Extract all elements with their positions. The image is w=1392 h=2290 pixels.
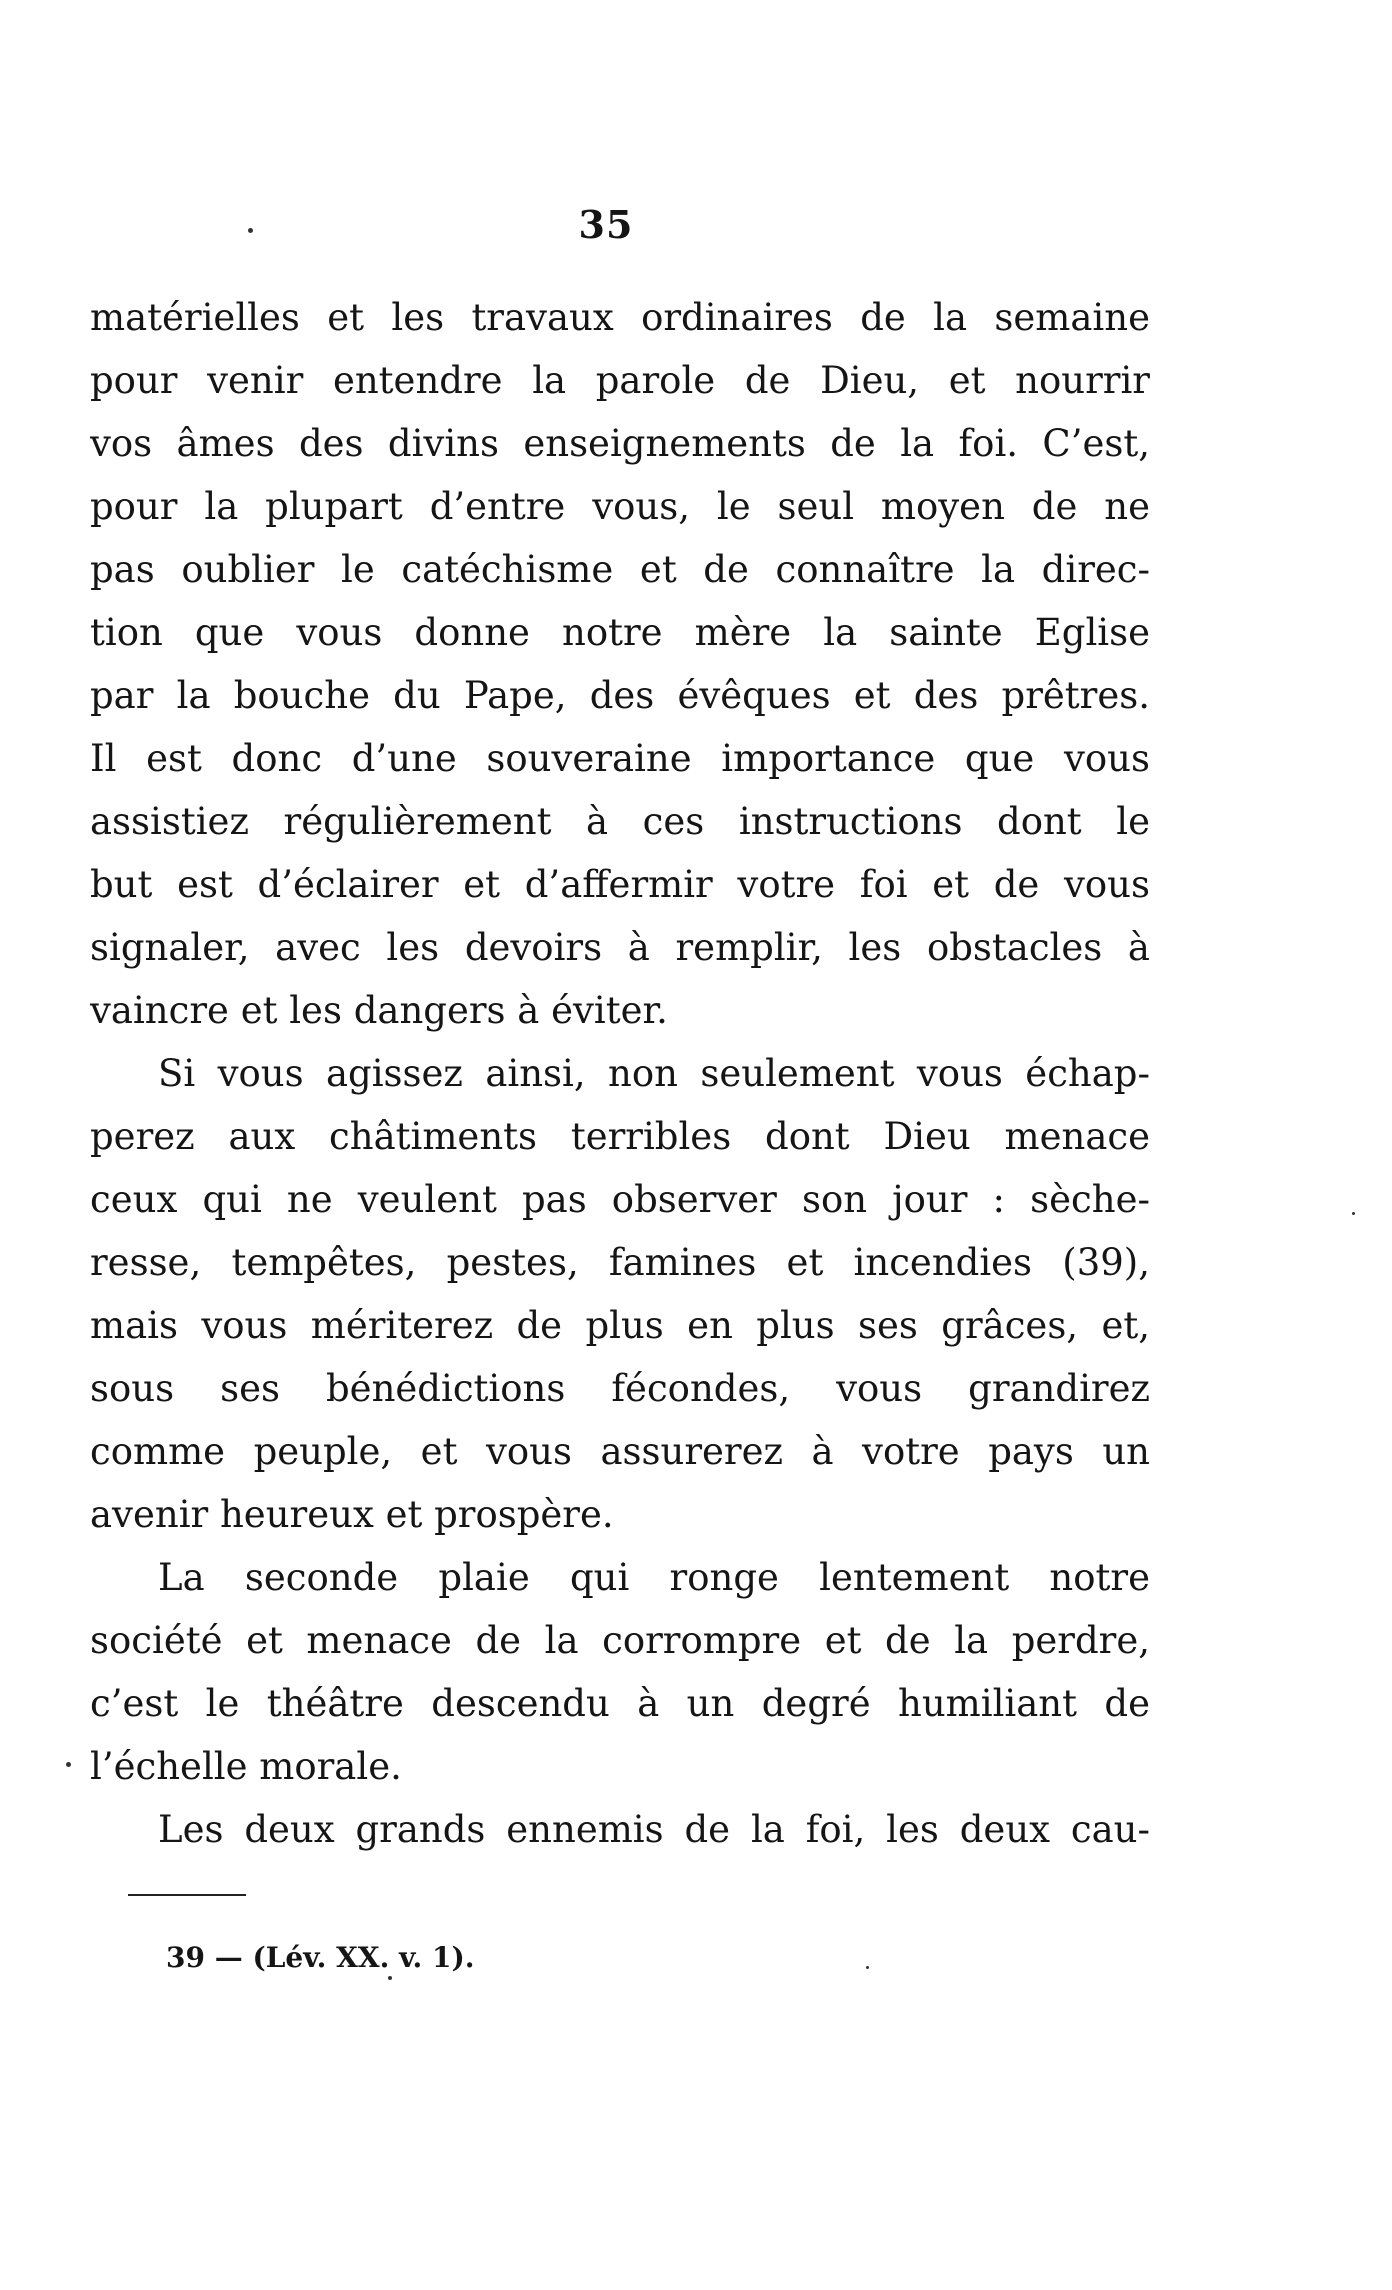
text-line: sous ses bénédictions fécondes, vous grandirez (90, 1367, 1150, 1410)
text-line: Il est donc d’une souveraine importance que vous (90, 737, 1150, 780)
text-line: matérielles et les travaux ordinaires de la semaine (90, 296, 1150, 339)
footnote: 39 — (Lév. XX. v. 1). (166, 1941, 475, 1974)
text-line: pas oublier le catéchisme et de connaître la direc- (90, 548, 1150, 591)
text-line: par la bouche du Pape, des évêques et des prêtres. (90, 674, 1150, 717)
text-line: tion que vous donne notre mère la sainte Eglise (90, 611, 1150, 654)
text-line: l’échelle morale. (90, 1745, 402, 1788)
scan-speck (248, 228, 253, 233)
text-line: but est d’éclairer et d’affermir votre foi et de vous (90, 863, 1150, 906)
text-line: c’est le théâtre descendu à un degré humiliant de (90, 1682, 1150, 1725)
text-line: ceux qui ne veulent pas observer son jour : sèche- (90, 1178, 1150, 1221)
text-line: Si vous agissez ainsi, non seulement vous échap- (158, 1052, 1150, 1095)
page-number: 35 (578, 202, 634, 247)
text-line: mais vous mériterez de plus en plus ses grâces, et, (90, 1304, 1150, 1347)
scan-speck (388, 1976, 392, 1980)
text-line: signaler, avec les devoirs à remplir, les obstacles à (90, 926, 1150, 969)
scan-speck (66, 1762, 71, 1767)
text-line: La seconde plaie qui ronge lentement notre (158, 1556, 1150, 1599)
text-line: Les deux grands ennemis de la foi, les deux cau- (158, 1808, 1150, 1851)
scan-speck (1352, 1212, 1355, 1215)
text-line: vaincre et les dangers à éviter. (90, 989, 668, 1032)
text-line: pour venir entendre la parole de Dieu, et nourrir (90, 359, 1150, 402)
text-line: vos âmes des divins enseignements de la foi. C’est, (90, 422, 1150, 465)
footnote-rule (128, 1894, 246, 1896)
text-line: resse, tempêtes, pestes, famines et incendies (39), (90, 1241, 1150, 1284)
text-line: société et menace de la corrompre et de la perdre, (90, 1619, 1150, 1662)
scan-speck (866, 1966, 869, 1969)
text-line: assistiez régulièrement à ces instructions dont le (90, 800, 1150, 843)
text-line: perez aux châtiments terribles dont Dieu menace (90, 1115, 1150, 1158)
body-text (90, 286, 1150, 1861)
text-line: pour la plupart d’entre vous, le seul moyen de ne (90, 485, 1150, 528)
text-line: comme peuple, et vous assurerez à votre pays un (90, 1430, 1150, 1473)
text-line: avenir heureux et prospère. (90, 1493, 614, 1536)
